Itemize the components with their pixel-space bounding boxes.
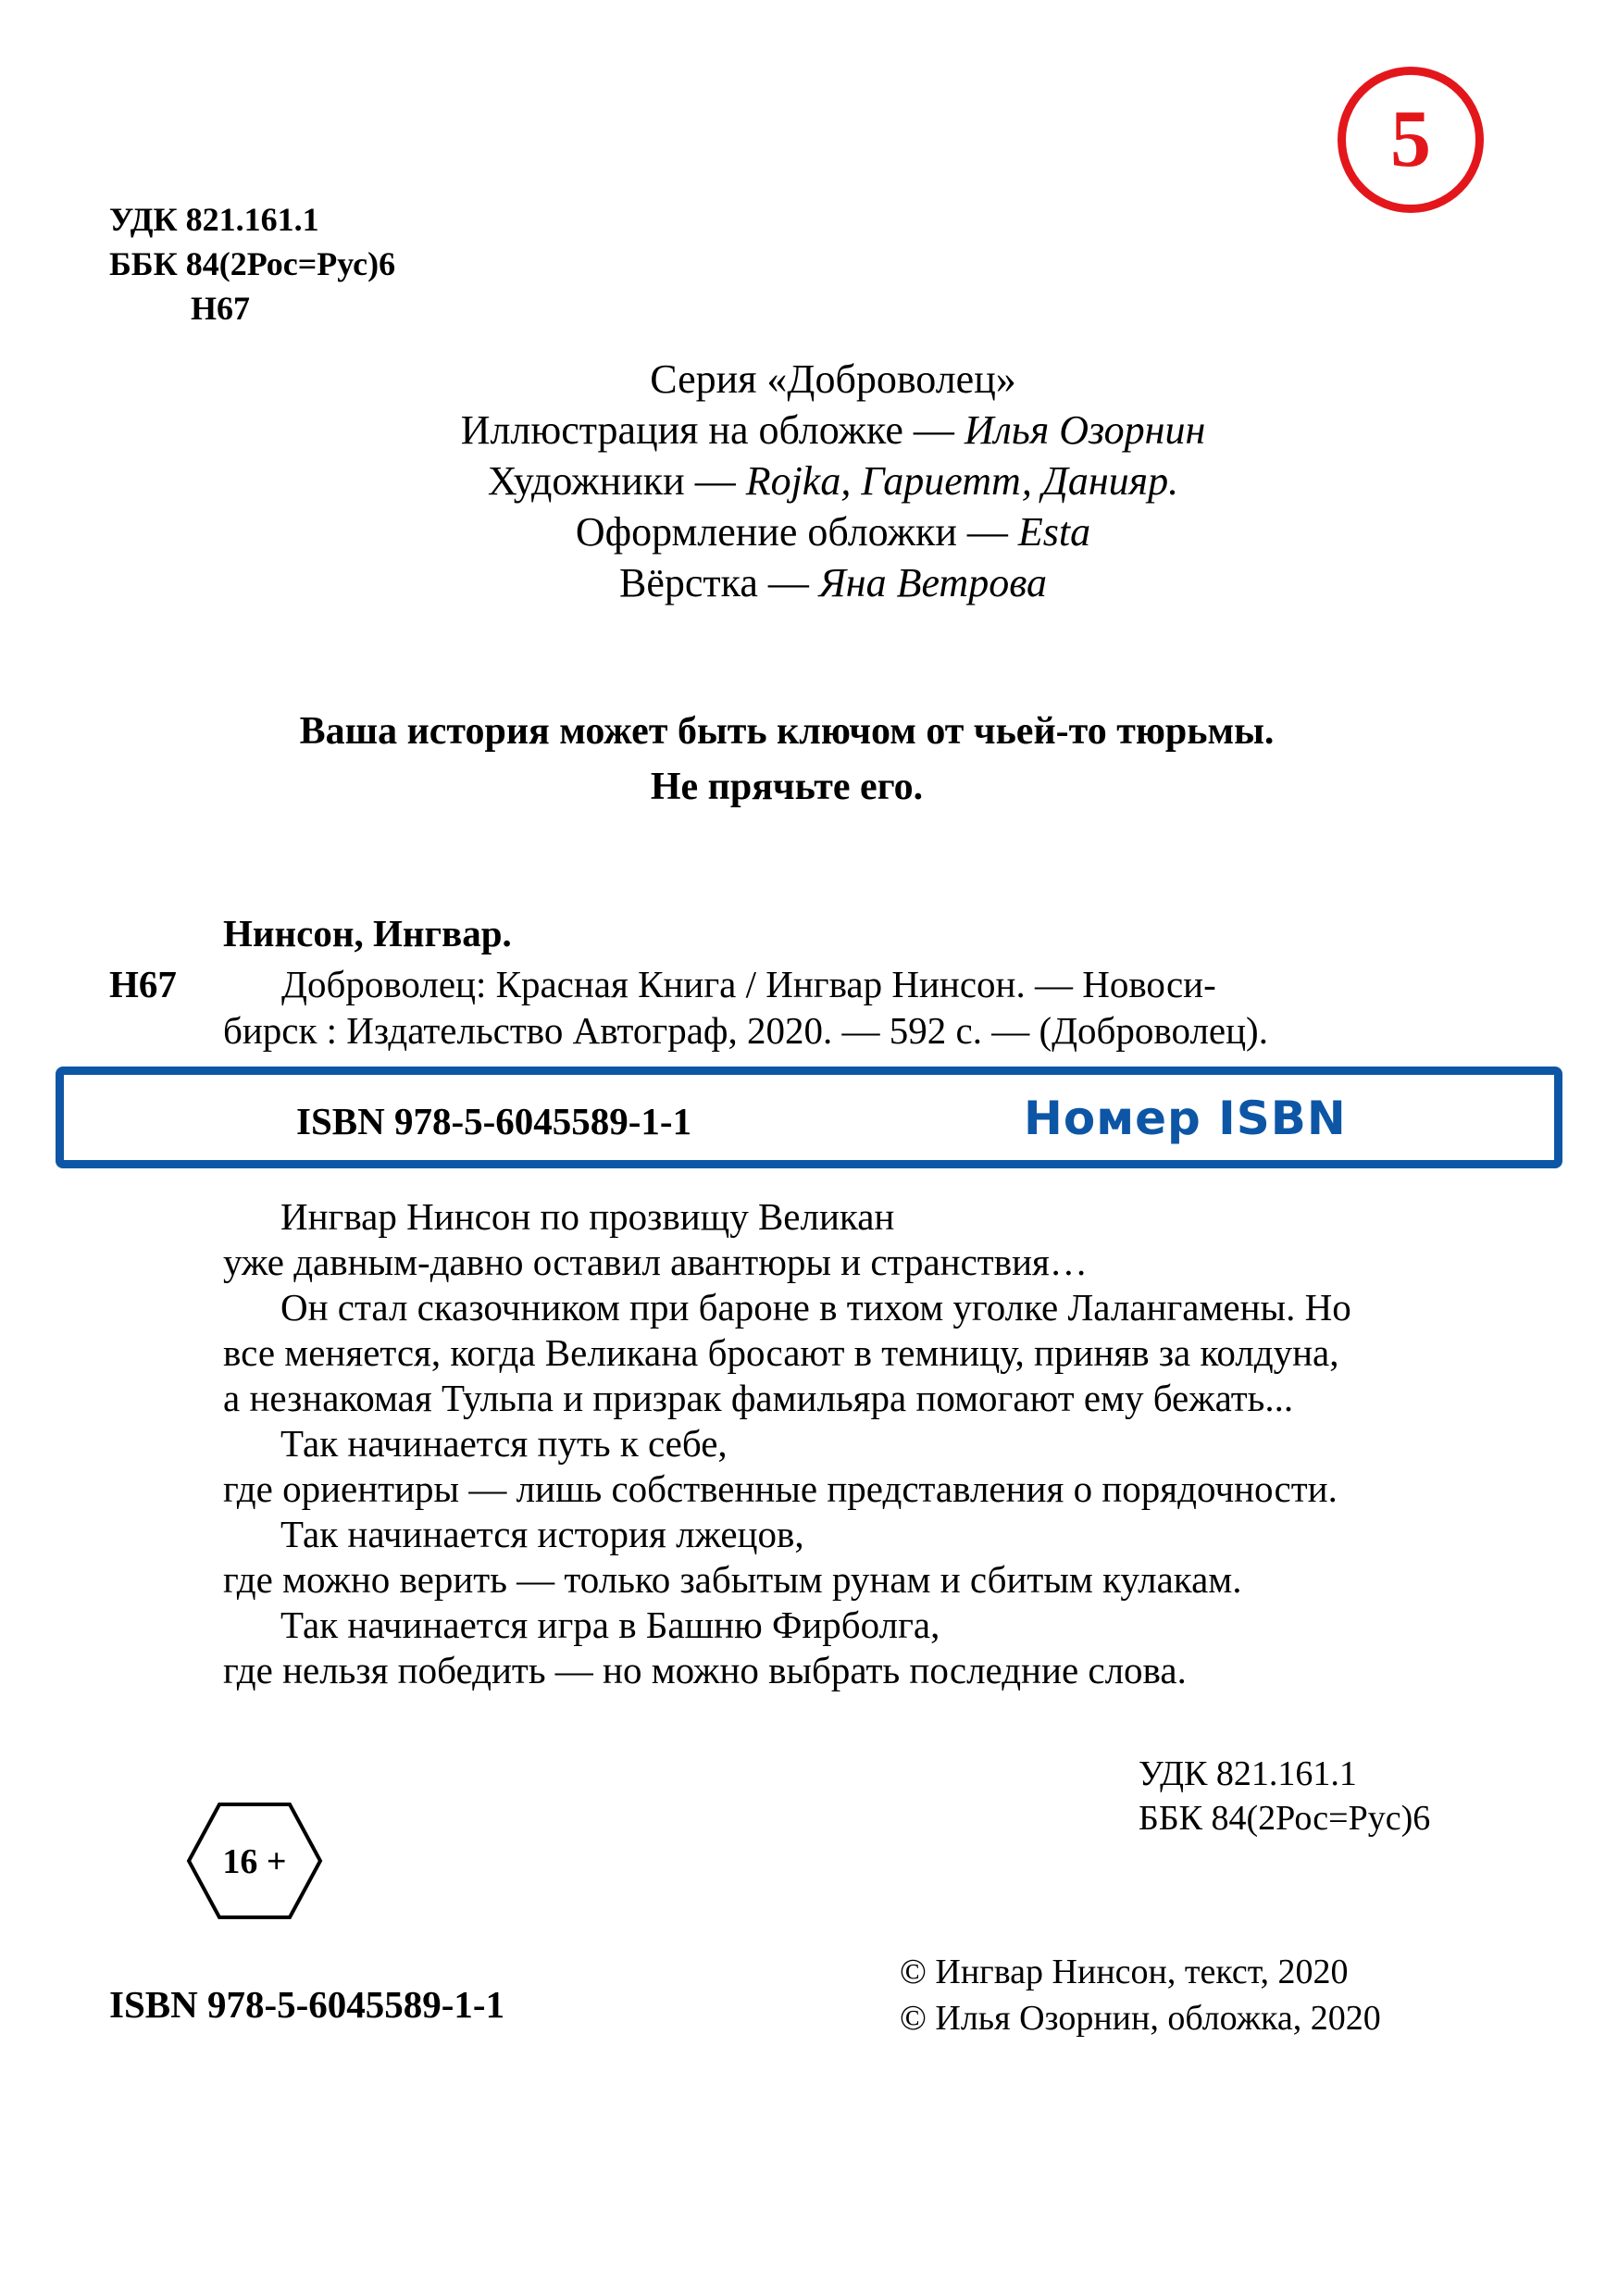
annotation-line: а незнакомая Тульпа и призрак фамильяра помогают ему бежать... bbox=[223, 1377, 1294, 1419]
credit-series bbox=[278, 354, 1388, 405]
record-description-line-1: Доброволец: Красная Книга / Ингвар Нинсон. — Новоси- bbox=[281, 963, 1216, 1005]
annotation-line: Так начинается игра в Башню Фирболга, bbox=[280, 1603, 940, 1646]
record-description-line-2: бирск : Издательство Автограф, 2020. — 592 с. — (Доброволец). bbox=[223, 1009, 1268, 1052]
credit-label: Оформление обложки — bbox=[575, 509, 1018, 555]
annotation-line: где ориентиры — лишь собственные представления о порядочности. bbox=[223, 1467, 1338, 1510]
annotation-line: Он стал сказочником при бароне в тихом уголке Лалангамены. Но bbox=[280, 1286, 1351, 1329]
credit-label: Иллюстрация на обложке — bbox=[460, 407, 965, 453]
author-mark: Н67 bbox=[191, 290, 251, 327]
slogan-line-2: Не прячьте его. bbox=[650, 766, 924, 808]
credit-name: Esta bbox=[1017, 509, 1091, 555]
isbn-number: ISBN 978-5-6045589-1-1 bbox=[296, 1100, 692, 1142]
isbn-bottom: ISBN 978-5-6045589-1-1 bbox=[109, 1983, 505, 2026]
credit-artists bbox=[278, 455, 1388, 506]
copyright-block bbox=[900, 1949, 1381, 2041]
annotation-line: Так начинается история лжецов, bbox=[280, 1513, 804, 1555]
slogan bbox=[185, 704, 1388, 815]
page-number: 5 bbox=[1390, 94, 1431, 184]
copyright-line-1: © Ингвар Нинсон, текст, 2020 bbox=[900, 1953, 1349, 1991]
record-code: Н67 bbox=[109, 963, 177, 1005]
catalog-codes-bottom bbox=[1139, 1752, 1430, 1841]
credit-name: Илья Озорнин bbox=[964, 407, 1206, 453]
credit-name: Яна Ветрова bbox=[818, 560, 1048, 605]
catalog-codes-top bbox=[109, 197, 395, 331]
annotation-line: где нельзя победить — но можно выбрать последние слова. bbox=[223, 1649, 1187, 1691]
annotation-line: уже давным-давно оставил авантюры и странствия… bbox=[223, 1241, 1088, 1283]
udk-code: УДК 821.161.1 bbox=[1139, 1754, 1357, 1793]
credit-cover-illustration bbox=[278, 405, 1388, 455]
credit-name: Rojka, Гариетт, Данияр. bbox=[745, 458, 1179, 504]
annotation-line: все меняется, когда Великана бросают в темницу, приняв за колдуна, bbox=[223, 1331, 1339, 1374]
bbk-code: ББК 84(2Рос=Рус)6 bbox=[109, 245, 396, 282]
credit-layout bbox=[278, 557, 1388, 608]
bbk-code: ББК 84(2Рос=Рус)6 bbox=[1139, 1799, 1431, 1838]
annotation-line: где можно верить — только забытым рунам и сбитым кулакам. bbox=[223, 1558, 1242, 1601]
credit-label: Вёрстка — bbox=[618, 560, 819, 605]
udk-code: УДК 821.161.1 bbox=[109, 201, 319, 238]
age-rating-text: 16 + bbox=[222, 1842, 287, 1881]
age-rating-badge bbox=[185, 1801, 324, 1921]
page-number-badge bbox=[1338, 67, 1484, 213]
annotation-line: Ингвар Нинсон по прозвищу Великан bbox=[280, 1195, 895, 1238]
credit-label: Художники — bbox=[487, 458, 746, 504]
credit-cover-design bbox=[278, 506, 1388, 557]
slogan-line-1: Ваша история может быть ключом от чьей-то тюрьмы. bbox=[299, 710, 1275, 753]
credit-label: Серия «Доброволец» bbox=[650, 356, 1016, 402]
credits-block bbox=[278, 354, 1388, 608]
annotation-line: Так начинается путь к себе, bbox=[280, 1422, 728, 1465]
isbn-label: Номер ISBN bbox=[1024, 1092, 1347, 1145]
author-heading: Нинсон, Ингвар. bbox=[223, 912, 512, 955]
copyright-line-2: © Илья Озорнин, обложка, 2020 bbox=[900, 1999, 1381, 2038]
annotation bbox=[223, 1194, 1500, 1693]
